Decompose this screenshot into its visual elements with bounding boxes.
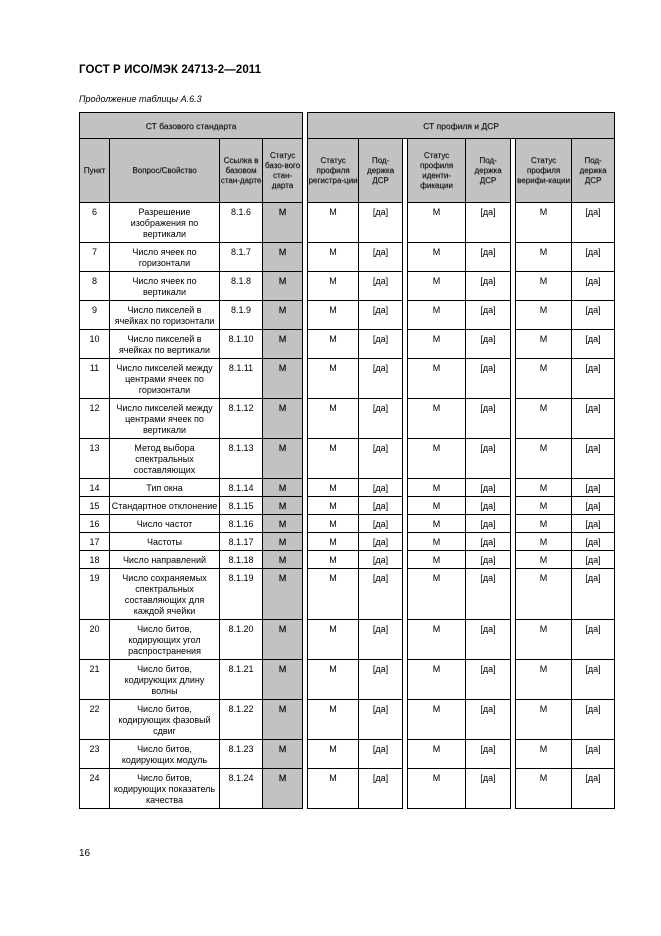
cell-reg-support: [да] — [359, 243, 403, 272]
cell-item: 22 — [80, 700, 110, 740]
cell-id-support: [да] — [466, 740, 511, 769]
cell-ver-status: М — [516, 515, 572, 533]
cell-ver-status: М — [516, 439, 572, 479]
table-row — [80, 359, 615, 399]
cell-question: Стандартное отклонение — [110, 497, 220, 515]
cell-reference: 8.1.6 — [220, 203, 263, 243]
cell-question: Число ячеек по вертикали — [110, 272, 220, 301]
cell-reference: 8.1.9 — [220, 301, 263, 330]
cell-reg-status: М — [308, 203, 359, 243]
cell-id-status: М — [408, 569, 466, 620]
table-row — [80, 660, 615, 700]
cell-ver-support: [да] — [572, 769, 615, 809]
cell-reg-support: [да] — [359, 569, 403, 620]
cell-reference: 8.1.18 — [220, 551, 263, 569]
cell-ver-status: М — [516, 301, 572, 330]
cell-base-status — [263, 660, 303, 700]
cell-ver-status: М — [516, 497, 572, 515]
cell-reg-status: М — [308, 569, 359, 620]
table-row — [80, 533, 615, 551]
cell-id-support: [да] — [466, 515, 511, 533]
cell-item: 15 — [80, 497, 110, 515]
cell-reg-status: М — [308, 497, 359, 515]
cell-id-support: [да] — [466, 551, 511, 569]
table-row — [80, 740, 615, 769]
cell-id-status: М — [408, 769, 466, 809]
base-status-value: М — [278, 624, 287, 634]
cell-item: 7 — [80, 243, 110, 272]
cell-question: Число пикселей в ячейках по вертикали — [110, 330, 220, 359]
cell-item: 20 — [80, 620, 110, 660]
cell-reference: 8.1.8 — [220, 272, 263, 301]
cell-ver-status: М — [516, 203, 572, 243]
cell-reg-status: М — [308, 439, 359, 479]
base-status-value: М — [278, 207, 287, 217]
cell-reg-status: М — [308, 620, 359, 660]
cell-item: 9 — [80, 301, 110, 330]
cell-item: 13 — [80, 439, 110, 479]
cell-reg-support: [да] — [359, 330, 403, 359]
table-row — [80, 399, 615, 439]
cell-ver-support: [да] — [572, 301, 615, 330]
cell-question: Число битов, кодирующих длину волны — [110, 660, 220, 700]
cell-reference: 8.1.10 — [220, 330, 263, 359]
col-header-id-support: Под-держка ДСР — [466, 139, 511, 203]
base-status-value: М — [278, 247, 287, 257]
cell-base-status — [263, 533, 303, 551]
cell-base-status — [263, 272, 303, 301]
cell-reference: 8.1.21 — [220, 660, 263, 700]
cell-reg-support: [да] — [359, 533, 403, 551]
cell-ver-support: [да] — [572, 479, 615, 497]
cell-ver-support: [да] — [572, 515, 615, 533]
table-row — [80, 515, 615, 533]
conformance-table — [79, 112, 615, 809]
table-row — [80, 272, 615, 301]
cell-id-support: [да] — [466, 301, 511, 330]
cell-item: 17 — [80, 533, 110, 551]
cell-question: Число частот — [110, 515, 220, 533]
cell-ver-status: М — [516, 551, 572, 569]
cell-id-status: М — [408, 515, 466, 533]
cell-id-support: [да] — [466, 439, 511, 479]
cell-base-status — [263, 515, 303, 533]
cell-id-support: [да] — [466, 272, 511, 301]
cell-item: 21 — [80, 660, 110, 700]
cell-ver-status: М — [516, 700, 572, 740]
cell-id-support: [да] — [466, 479, 511, 497]
cell-question: Число ячеек по горизонтали — [110, 243, 220, 272]
cell-base-status — [263, 301, 303, 330]
base-status-value: М — [278, 519, 287, 529]
table-row — [80, 620, 615, 660]
cell-id-status: М — [408, 660, 466, 700]
cell-reg-support: [да] — [359, 203, 403, 243]
cell-id-status: М — [408, 497, 466, 515]
base-status-value: М — [278, 305, 287, 315]
cell-reg-support: [да] — [359, 439, 403, 479]
cell-reg-support: [да] — [359, 700, 403, 740]
cell-id-support: [да] — [466, 533, 511, 551]
cell-question: Число битов, кодирующих показатель качества — [110, 769, 220, 809]
cell-item: 16 — [80, 515, 110, 533]
table-row — [80, 301, 615, 330]
cell-ver-status: М — [516, 330, 572, 359]
col-header-reference: Ссылка в базовом стан-дарте — [220, 139, 263, 203]
table-row — [80, 203, 615, 243]
cell-reference: 8.1.7 — [220, 243, 263, 272]
cell-reference: 8.1.12 — [220, 399, 263, 439]
cell-ver-support: [да] — [572, 272, 615, 301]
cell-question: Число битов, кодирующих фазовый сдвиг — [110, 700, 220, 740]
cell-ver-status: М — [516, 243, 572, 272]
cell-ver-status: М — [516, 740, 572, 769]
cell-ver-support: [да] — [572, 700, 615, 740]
cell-id-support: [да] — [466, 243, 511, 272]
cell-base-status — [263, 399, 303, 439]
cell-id-status: М — [408, 203, 466, 243]
base-status-value: М — [278, 744, 287, 754]
cell-ver-status: М — [516, 660, 572, 700]
cell-reg-status: М — [308, 399, 359, 439]
cell-ver-support: [да] — [572, 533, 615, 551]
cell-id-support: [да] — [466, 769, 511, 809]
cell-base-status — [263, 203, 303, 243]
cell-id-support: [да] — [466, 399, 511, 439]
cell-id-status: М — [408, 740, 466, 769]
table-row — [80, 569, 615, 620]
page-number: 16 — [79, 848, 91, 859]
cell-reference: 8.1.20 — [220, 620, 263, 660]
cell-reg-status: М — [308, 243, 359, 272]
cell-reference: 8.1.22 — [220, 700, 263, 740]
cell-question: Метод выбора спектральных составляющих — [110, 439, 220, 479]
cell-base-status — [263, 243, 303, 272]
table-row — [80, 439, 615, 479]
cell-reference: 8.1.13 — [220, 439, 263, 479]
cell-reg-support: [да] — [359, 515, 403, 533]
base-status-value: М — [278, 483, 287, 493]
cell-base-status — [263, 569, 303, 620]
cell-question: Тип окна — [110, 479, 220, 497]
base-status-value: М — [278, 276, 287, 286]
table-row — [80, 479, 615, 497]
cell-reg-status: М — [308, 533, 359, 551]
cell-ver-support: [да] — [572, 330, 615, 359]
cell-id-support: [да] — [466, 700, 511, 740]
cell-id-status: М — [408, 479, 466, 497]
cell-ver-status: М — [516, 272, 572, 301]
cell-reg-support: [да] — [359, 479, 403, 497]
cell-ver-status: М — [516, 359, 572, 399]
cell-base-status — [263, 740, 303, 769]
table-row — [80, 700, 615, 740]
cell-id-status: М — [408, 533, 466, 551]
cell-reg-support: [да] — [359, 497, 403, 515]
cell-ver-support: [да] — [572, 439, 615, 479]
cell-id-status: М — [408, 620, 466, 660]
cell-reg-support: [да] — [359, 740, 403, 769]
col-header-ver-status: Статус профиля верифи-кации — [516, 139, 572, 203]
cell-question: Число пикселей между центрами ячеек по вертикали — [110, 399, 220, 439]
cell-reg-support: [да] — [359, 660, 403, 700]
cell-id-status: М — [408, 330, 466, 359]
cell-id-status: М — [408, 243, 466, 272]
cell-reg-status: М — [308, 769, 359, 809]
col-header-reg-support: Под-держка ДСР — [359, 139, 403, 203]
group-header-profile: СТ профиля и ДСР — [308, 113, 615, 139]
cell-ver-support: [да] — [572, 203, 615, 243]
cell-item: 14 — [80, 479, 110, 497]
table-row — [80, 497, 615, 515]
col-header-reg-status: Статус профиля регистра-ции — [308, 139, 359, 203]
base-status-value: М — [278, 501, 287, 511]
cell-ver-support: [да] — [572, 497, 615, 515]
cell-id-support: [да] — [466, 203, 511, 243]
base-status-value: М — [278, 573, 287, 583]
cell-item: 11 — [80, 359, 110, 399]
cell-reference: 8.1.14 — [220, 479, 263, 497]
cell-item: 10 — [80, 330, 110, 359]
cell-id-status: М — [408, 272, 466, 301]
cell-ver-support: [да] — [572, 620, 615, 660]
cell-ver-status: М — [516, 399, 572, 439]
cell-base-status — [263, 700, 303, 740]
cell-reference: 8.1.16 — [220, 515, 263, 533]
cell-reference: 8.1.11 — [220, 359, 263, 399]
cell-ver-support: [да] — [572, 569, 615, 620]
col-header-item: Пункт — [80, 139, 110, 203]
cell-reference: 8.1.15 — [220, 497, 263, 515]
base-status-value: М — [278, 664, 287, 674]
cell-reference: 8.1.24 — [220, 769, 263, 809]
cell-ver-support: [да] — [572, 243, 615, 272]
cell-reg-support: [да] — [359, 551, 403, 569]
cell-item: 24 — [80, 769, 110, 809]
cell-reference: 8.1.23 — [220, 740, 263, 769]
cell-question: Число сохраняемых спектральных составляющих для каждой ячейки — [110, 569, 220, 620]
cell-base-status — [263, 620, 303, 660]
cell-reference: 8.1.19 — [220, 569, 263, 620]
cell-item: 12 — [80, 399, 110, 439]
table-row — [80, 769, 615, 809]
cell-id-support: [да] — [466, 660, 511, 700]
base-status-value: М — [278, 537, 287, 547]
cell-question: Число пикселей между центрами ячеек по горизонтали — [110, 359, 220, 399]
cell-ver-status: М — [516, 533, 572, 551]
cell-reg-status: М — [308, 740, 359, 769]
table-row — [80, 330, 615, 359]
cell-base-status — [263, 479, 303, 497]
cell-id-support: [да] — [466, 359, 511, 399]
group-header-base: СТ базового стандарта — [80, 113, 303, 139]
cell-item: 6 — [80, 203, 110, 243]
base-status-value: М — [278, 363, 287, 373]
cell-id-support: [да] — [466, 497, 511, 515]
cell-reg-status: М — [308, 301, 359, 330]
cell-question: Разрешение изображения по вертикали — [110, 203, 220, 243]
cell-ver-support: [да] — [572, 399, 615, 439]
cell-question: Число битов, кодирующих угол распространения — [110, 620, 220, 660]
document-header: ГОСТ Р ИСО/МЭК 24713-2—2011 — [79, 64, 262, 76]
cell-question: Число пикселей в ячейках по горизонтали — [110, 301, 220, 330]
cell-base-status — [263, 497, 303, 515]
cell-question: Частоты — [110, 533, 220, 551]
cell-reg-support: [да] — [359, 620, 403, 660]
cell-id-support: [да] — [466, 620, 511, 660]
cell-ver-status: М — [516, 569, 572, 620]
base-status-value: М — [278, 704, 287, 714]
cell-reg-status: М — [308, 359, 359, 399]
cell-ver-support: [да] — [572, 551, 615, 569]
cell-reg-status: М — [308, 515, 359, 533]
cell-reg-support: [да] — [359, 769, 403, 809]
cell-id-status: М — [408, 399, 466, 439]
cell-id-status: М — [408, 551, 466, 569]
cell-id-status: М — [408, 700, 466, 740]
cell-reg-support: [да] — [359, 272, 403, 301]
cell-reg-status: М — [308, 479, 359, 497]
table-body — [80, 203, 615, 809]
col-header-question: Вопрос/Свойство — [110, 139, 220, 203]
cell-id-support: [да] — [466, 569, 511, 620]
col-header-base-status: Статус базо-вого стан-дарта — [263, 139, 303, 203]
base-status-value: М — [278, 555, 287, 565]
base-status-value: М — [278, 334, 287, 344]
cell-item: 19 — [80, 569, 110, 620]
base-status-value: М — [278, 773, 287, 783]
cell-reg-status: М — [308, 700, 359, 740]
cell-id-status: М — [408, 301, 466, 330]
cell-ver-support: [да] — [572, 359, 615, 399]
base-status-value: М — [278, 403, 287, 413]
cell-ver-status: М — [516, 479, 572, 497]
cell-reference: 8.1.17 — [220, 533, 263, 551]
cell-question: Число битов, кодирующих модуль — [110, 740, 220, 769]
cell-reg-status: М — [308, 551, 359, 569]
cell-base-status — [263, 359, 303, 399]
cell-ver-status: М — [516, 769, 572, 809]
col-header-id-status: Статус профиля иденти-фикации — [408, 139, 466, 203]
cell-base-status — [263, 439, 303, 479]
table-row — [80, 551, 615, 569]
cell-reg-support: [да] — [359, 359, 403, 399]
cell-id-status: М — [408, 439, 466, 479]
table-row — [80, 243, 615, 272]
cell-question: Число направлений — [110, 551, 220, 569]
cell-id-support: [да] — [466, 330, 511, 359]
cell-reg-status: М — [308, 660, 359, 700]
base-status-value: М — [278, 443, 287, 453]
cell-id-status: М — [408, 359, 466, 399]
cell-base-status — [263, 769, 303, 809]
cell-ver-status: М — [516, 620, 572, 660]
cell-ver-support: [да] — [572, 740, 615, 769]
cell-reg-status: М — [308, 330, 359, 359]
cell-ver-support: [да] — [572, 660, 615, 700]
cell-reg-support: [да] — [359, 301, 403, 330]
col-header-ver-support: Под-держка ДСР — [572, 139, 615, 203]
cell-item: 18 — [80, 551, 110, 569]
cell-reg-status: М — [308, 272, 359, 301]
cell-base-status — [263, 330, 303, 359]
cell-item: 8 — [80, 272, 110, 301]
cell-reg-support: [да] — [359, 399, 403, 439]
cell-base-status — [263, 551, 303, 569]
cell-item: 23 — [80, 740, 110, 769]
table-caption: Продолжение таблицы А.6.3 — [79, 94, 202, 104]
